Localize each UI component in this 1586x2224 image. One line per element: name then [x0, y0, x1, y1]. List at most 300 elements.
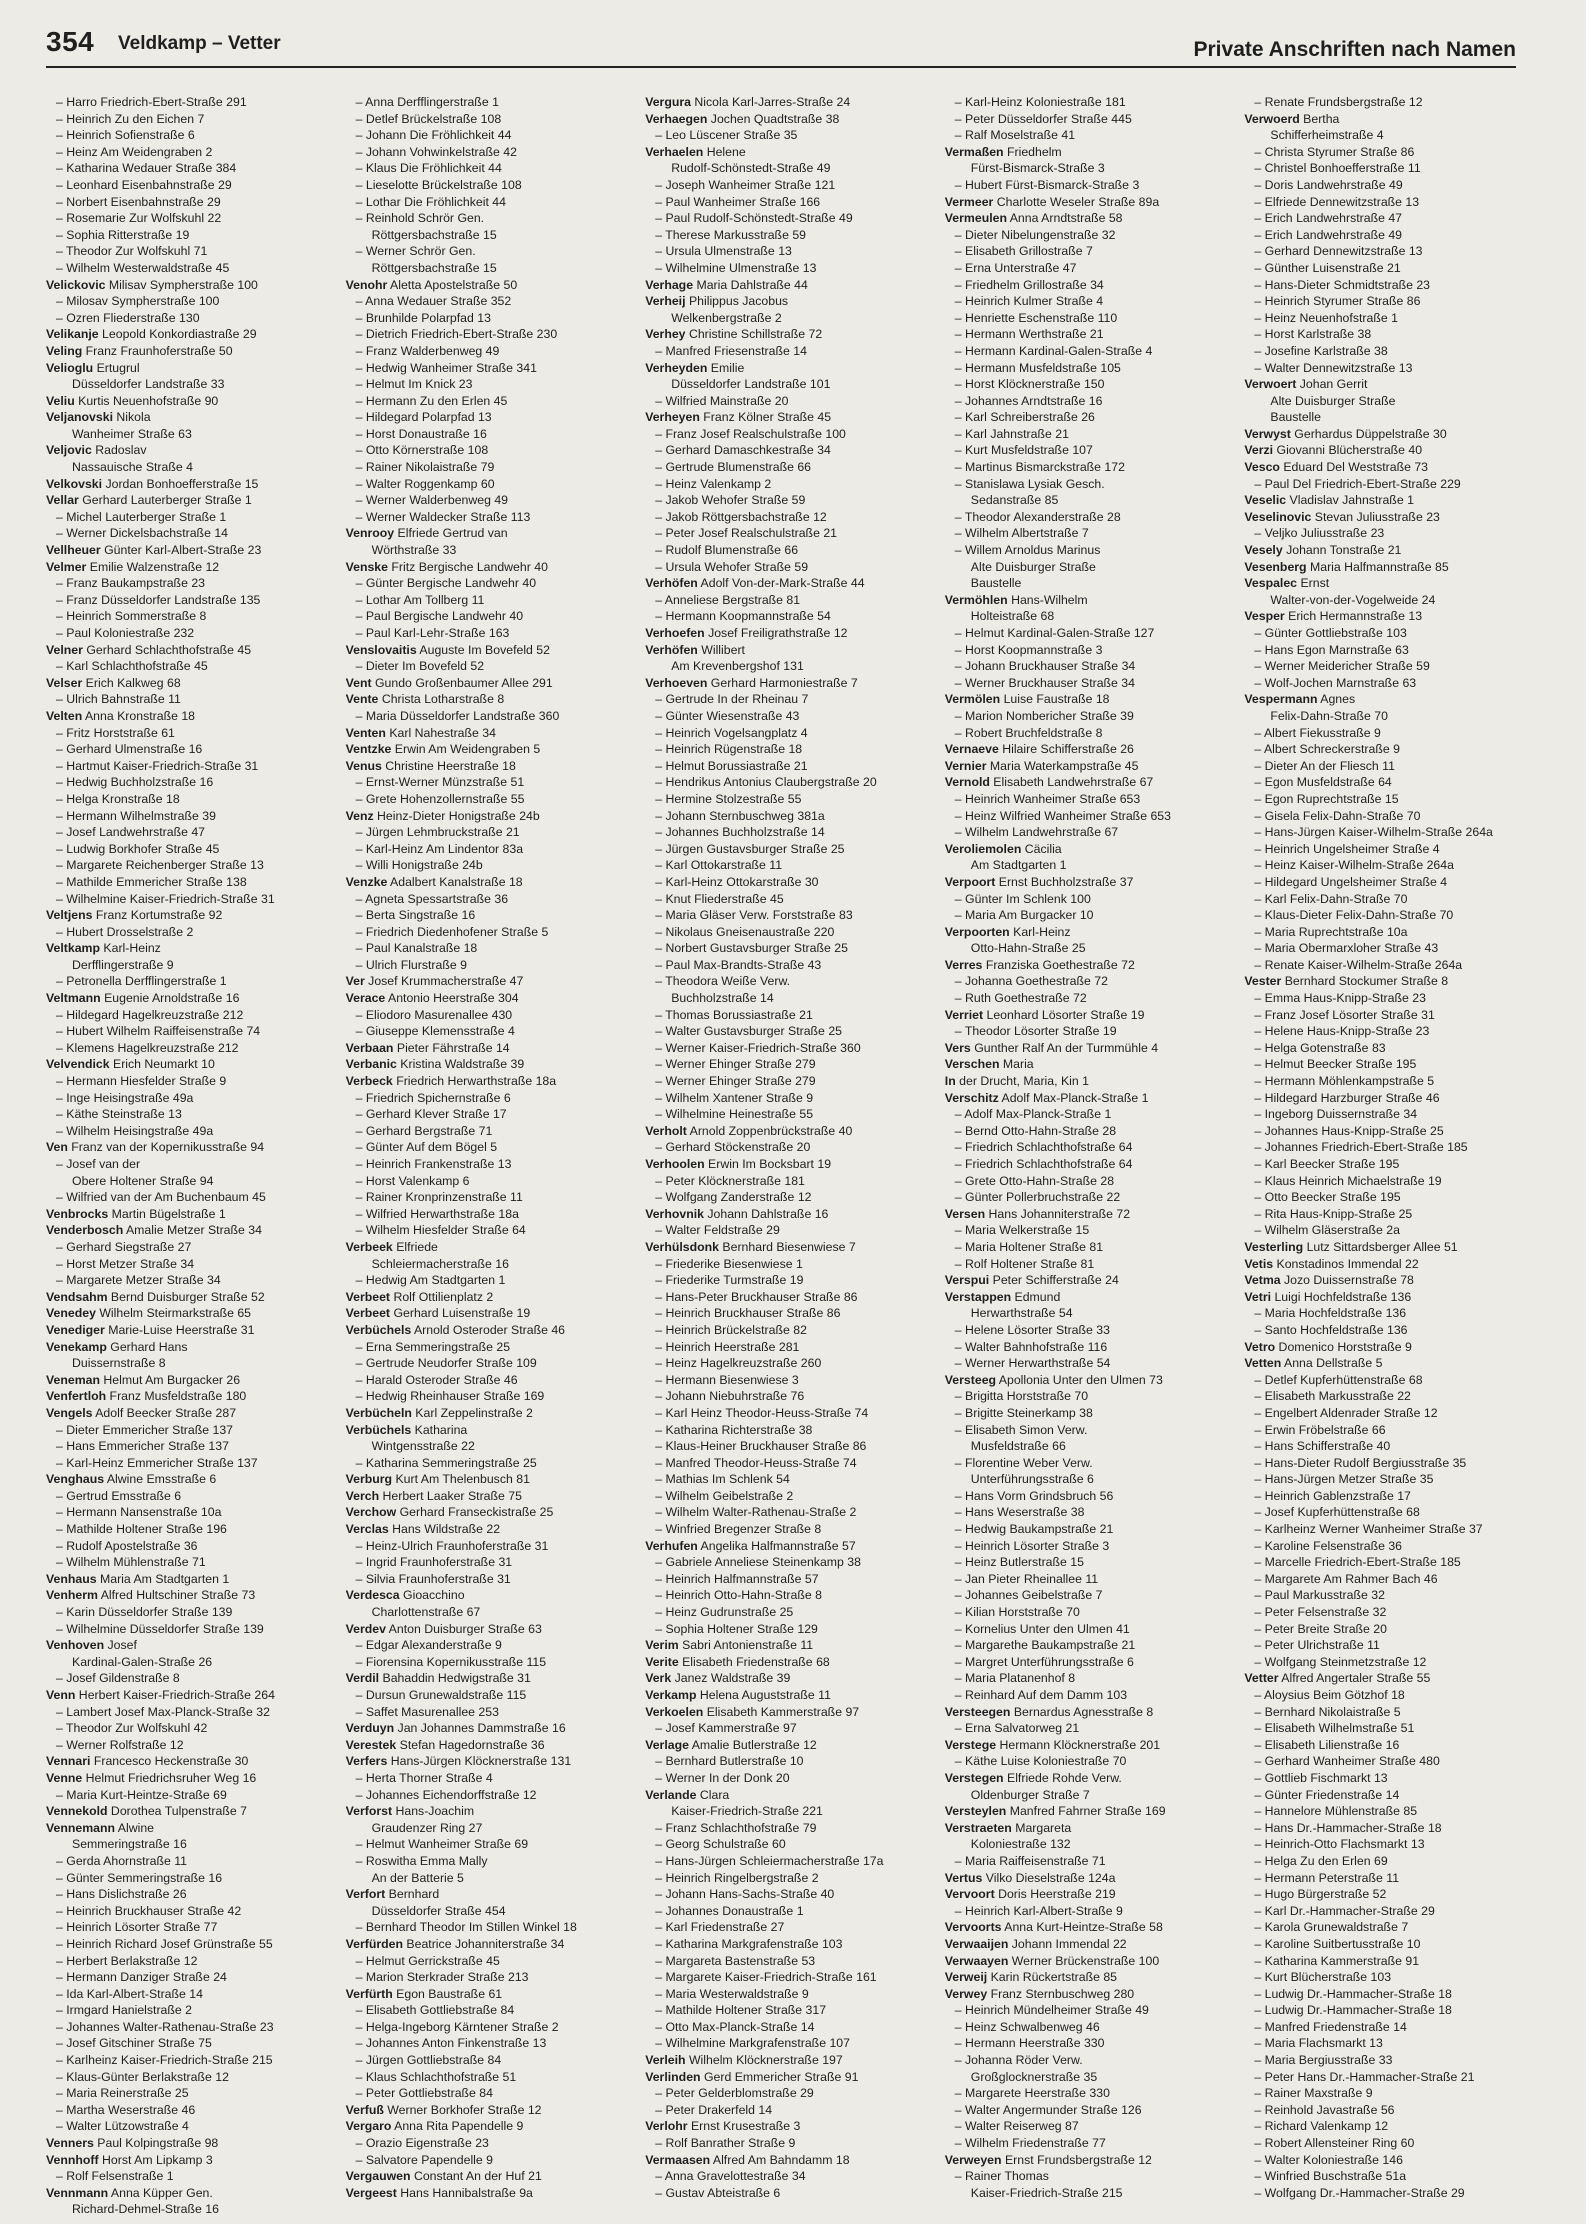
directory-entry: – Ludwig Borkhofer Straße 45: [56, 841, 220, 856]
directory-entry: – Karlheinz Werner Wanheimer Straße 37: [1254, 1522, 1483, 1537]
directory-entry: Verhovnik Johann Dahlstraße 16: [645, 1206, 829, 1221]
directory-entry: – Elfriede Dennewitzstraße 13: [1254, 194, 1420, 209]
directory-entry: Veneman Helmut Am Burgacker 26: [46, 1372, 241, 1387]
directory-entry: – Bernhard Nikolaistraße 5: [1254, 1704, 1401, 1719]
directory-entry: Venslovaitis Auguste Im Bovefeld 52: [345, 642, 550, 657]
directory-entry: – Martinus Bismarckstraße 172: [954, 460, 1125, 475]
directory-entry: Graudenzer Ring 27: [371, 1820, 483, 1835]
directory-entry: Verweyen Ernst Frundsbergstraße 12: [944, 2152, 1152, 2167]
directory-entry: Venten Karl Nahestraße 34: [345, 725, 496, 740]
directory-entry: – Egon Musfeldstraße 64: [1254, 775, 1392, 790]
directory-entry: – Willi Honigstraße 24b: [355, 858, 483, 873]
directory-entry: – Klaus-Heiner Bruckhauser Straße 86: [655, 1439, 867, 1454]
directory-entry: – Harro Friedrich-Ebert-Straße 291: [56, 95, 247, 109]
directory-entry: Vernier Maria Waterkampstraße 45: [944, 758, 1139, 773]
directory-entry: Vennekold Dorothea Tulpenstraße 7: [46, 1804, 247, 1819]
directory-entry: Verbüchels Arnold Osteroder Straße 46: [345, 1322, 566, 1337]
directory-entry: Vesco Eduard Del Weststraße 73: [1244, 460, 1429, 475]
directory-entry: – Margarete Heerstraße 330: [954, 2086, 1110, 2101]
directory-entry: Venohr Aletta Apostelstraße 50: [345, 277, 518, 292]
directory-entry: – Helmut Gerrickstraße 45: [355, 1953, 500, 1968]
directory-entry: – Karl Beecker Straße 195: [1254, 1157, 1400, 1171]
directory-entry: Venne Helmut Friedrichsruher Weg 16: [46, 1770, 257, 1785]
directory-entry: Verhoeven Gerhard Harmoniestraße 7: [645, 675, 858, 690]
directory-entry: Alte Duisburger Straße: [970, 559, 1096, 574]
directory-entry: Verhage Maria Dahlstraße 44: [645, 277, 808, 292]
directory-entry: – Maria Reinerstraße 25: [56, 2086, 189, 2101]
directory-entry: – Johannes Haus-Knipp-Straße 25: [1254, 1123, 1444, 1138]
directory-entry: – Sophia Ritterstraße 19: [56, 227, 190, 242]
directory-entry: Vennhoff Horst Am Lipkamp 3: [46, 2152, 213, 2167]
directory-entry: Verhülsdonk Bernhard Biesenwiese 7: [645, 1239, 856, 1254]
directory-entry: – Dieter Im Bovefeld 52: [355, 659, 485, 674]
directory-entry: Verschitz Adolf Max-Planck-Straße 1: [944, 1090, 1149, 1105]
directory-entry: – Heinrich Sofienstraße 6: [56, 128, 195, 143]
directory-entry: – Milosav Sympherstraße 100: [56, 294, 220, 309]
directory-entry: Otto-Hahn-Straße 25: [970, 941, 1086, 956]
directory-entry: – Hugo Bürgerstraße 52: [1254, 1887, 1387, 1902]
directory-entry: – Kurt Blücherstraße 103: [1254, 1970, 1392, 1985]
directory-entry: – Hartmut Kaiser-Friedrich-Straße 31: [56, 758, 259, 773]
directory-entry: Vernaeve Hilaire Schifferstraße 26: [944, 742, 1134, 757]
directory-entry: – Gertrud Emsstraße 6: [56, 1488, 182, 1503]
directory-entry: – Hans Emmericher Straße 137: [56, 1439, 229, 1454]
directory-entry: Vermaßen Friedhelm: [944, 144, 1062, 159]
directory-entry: – Gerhard Bergstraße 71: [355, 1123, 493, 1138]
directory-entry: – Aloysius Beim Götzhof 18: [1254, 1688, 1405, 1702]
directory-entry: Charlottenstraße 67: [371, 1605, 481, 1620]
directory-entry: – Hermann Kardinal-Galen-Straße 4: [954, 343, 1153, 358]
directory-entry: Venediger Marie-Luise Heerstraße 31: [46, 1322, 255, 1337]
directory-entry: – Ursula Ulmenstraße 13: [655, 244, 792, 259]
directory-entry: – Bernd Otto-Hahn-Straße 28: [954, 1123, 1117, 1138]
directory-entry: Vervoort Doris Heerstraße 219: [944, 1887, 1116, 1902]
directory-entry: Velner Gerhard Schlachthofstraße 45: [46, 642, 252, 657]
directory-entry: – Gerhard Stöckenstraße 20: [655, 1140, 811, 1155]
directory-entry: – Günter Bergische Landwehr 40: [355, 576, 537, 591]
directory-entry: Veling Franz Fraunhoferstraße 50: [46, 343, 233, 358]
directory-columns: [46, 94, 1536, 2217]
directory-entry: – Helene Haus-Knipp-Straße 23: [1254, 1024, 1430, 1039]
directory-entry: Verpoorten Karl-Heinz: [944, 924, 1071, 939]
directory-entry: Verch Herbert Laaker Straße 75: [345, 1488, 522, 1503]
directory-entry: – Roswitha Emma Mally: [355, 1853, 488, 1868]
directory-entry: – Günter Auf dem Bögel 5: [355, 1140, 498, 1155]
directory-entry: – Maria Holtener Straße 81: [954, 1239, 1104, 1254]
directory-entry: – Hermann Koopmannstraße 54: [655, 609, 831, 624]
directory-entry: – Albert Schreckerstraße 9: [1254, 742, 1400, 757]
directory-entry: Verwaaijen Johann Immendal 22: [944, 1936, 1127, 1951]
directory-entry: – Heinrich Richard Josef Grünstraße 55: [56, 1936, 273, 1951]
directory-entry: – Georg Schulstraße 60: [655, 1837, 786, 1852]
directory-entry: – Wolfgang Dr.-Hammacher-Straße 29: [1254, 2185, 1465, 2200]
directory-entry: Venzke Adalbert Kanalstraße 18: [345, 874, 523, 889]
directory-entry: – Otto Beecker Straße 195: [1254, 1190, 1401, 1205]
directory-entry: – Paul Bergische Landwehr 40: [355, 609, 524, 624]
directory-entry: – Hans Dr.-Hammacher-Straße 18: [1254, 1820, 1442, 1835]
directory-entry: – Hendrikus Antonius Claubergstraße 20: [655, 775, 877, 790]
directory-entry: – Santo Hochfeldstraße 136: [1254, 1322, 1408, 1337]
directory-entry: Verfort Bernhard: [345, 1887, 440, 1902]
directory-entry: – Helga-Ingeborg Kärntener Straße 2: [355, 2019, 559, 2034]
directory-entry: Verclas Hans Wildstraße 22: [345, 1522, 501, 1537]
directory-entry: – Wilhelmine Ulmenstraße 13: [655, 260, 817, 275]
directory-entry: – Ida Karl-Albert-Straße 14: [56, 1986, 203, 2001]
directory-entry: Veltmann Eugenie Arnoldstraße 16: [46, 991, 240, 1006]
directory-entry: – Hermann Hiesfelder Straße 9: [56, 1074, 227, 1089]
directory-entry: – Fiorensina Kopernikusstraße 115: [355, 1654, 547, 1669]
directory-entry: Verfers Hans-Jürgen Klöcknerstraße 131: [345, 1754, 572, 1769]
directory-entry: – Anna Wedauer Straße 352: [355, 294, 512, 309]
directory-entry: – Margret Unterführungsstraße 6: [954, 1654, 1134, 1669]
directory-entry: – Gottlieb Fischmarkt 13: [1254, 1770, 1388, 1785]
directory-entry: – Norbert Eisenbahnstraße 29: [56, 194, 221, 209]
directory-entry: – Heinz Hagelkreuzstraße 260: [655, 1356, 822, 1371]
directory-entry: Ventzke Erwin Am Weidengraben 5: [345, 742, 541, 757]
directory-entry: – Heinrich Halfmannstraße 57: [655, 1571, 819, 1586]
directory-entry: – Johannes Arndtstraße 16: [954, 393, 1103, 408]
directory-entry: – Mathias Im Schlenk 54: [655, 1472, 790, 1487]
directory-entry: – Johannes Anton Finkenstraße 13: [355, 2036, 547, 2051]
directory-entry: – Walter Koloniestraße 146: [1254, 2152, 1403, 2167]
directory-entry: – Maria Obermarxloher Straße 43: [1254, 941, 1439, 956]
directory-entry: – Marion Sterkrader Straße 213: [355, 1970, 529, 1985]
directory-entry: Verstappen Edmund: [944, 1289, 1061, 1304]
directory-entry: – Johannes Friedrich-Ebert-Straße 185: [1254, 1140, 1468, 1155]
directory-entry: – Dieter Emmericher Straße 137: [56, 1422, 234, 1437]
directory-entry: Obere Holtener Straße 94: [72, 1173, 214, 1188]
directory-entry: – Karl Schlachthofstraße 45: [56, 659, 208, 674]
directory-entry: – Hans-Dieter Rudolf Bergiusstraße 35: [1254, 1455, 1467, 1470]
directory-entry: – Hans Egon Marnstraße 63: [1254, 642, 1409, 657]
directory-entry: – Friederike Biesenwiese 1: [655, 1256, 803, 1271]
directory-entry: Verhey Christine Schillstraße 72: [645, 327, 823, 342]
directory-entry: – Ingrid Fraunhoferstraße 31: [355, 1555, 513, 1570]
directory-entry: Vermaasen Alfred Am Bahndamm 18: [645, 2152, 850, 2167]
directory-entry: – Leonhard Eisenbahnstraße 29: [56, 177, 232, 192]
directory-entry: Richard-Dehmel-Straße 16: [72, 2202, 219, 2217]
directory-entry: – Eliodoro Masurenallee 430: [355, 1007, 513, 1022]
directory-entry: – Marcelle Friedrich-Ebert-Straße 185: [1254, 1555, 1461, 1570]
directory-entry: – Hedwig Am Stadtgarten 1: [355, 1273, 506, 1288]
section-title: Private Anschriften nach Namen: [1193, 38, 1516, 61]
directory-entry: – Walter Feldstraße 29: [655, 1223, 780, 1238]
directory-entry: – Anna Derfflingerstraße 1: [355, 95, 499, 109]
directory-entry: – Maria Westerwaldstraße 9: [655, 1986, 809, 2001]
directory-entry: – Heinrich Mündelheimer Straße 49: [954, 2003, 1149, 2018]
directory-entry: – Karl Schreiberstraße 26: [954, 410, 1095, 425]
directory-entry: – Klaus-Dieter Felix-Dahn-Straße 70: [1254, 908, 1454, 923]
directory-entry: Vesely Johann Tonstraße 21: [1244, 543, 1402, 558]
directory-entry: Venn Herbert Kaiser-Friedrich-Straße 264: [46, 1688, 275, 1702]
directory-entry: Wintgensstraße 22: [371, 1439, 475, 1454]
directory-entry: – Katharina Semmeringstraße 25: [355, 1455, 537, 1470]
directory-entry: – Gerhard Klever Straße 17: [355, 1107, 507, 1122]
directory-entry: – Heinrich Ringelbergstraße 2: [655, 1870, 819, 1885]
directory-entry: – Silvia Fraunhoferstraße 31: [355, 1571, 511, 1586]
directory-entry: – Maria Ruprechtstraße 10a: [1254, 924, 1408, 939]
directory-entry: Kardinal-Galen-Straße 26: [72, 1654, 213, 1669]
directory-entry: – Harald Osteroder Straße 46: [355, 1372, 518, 1387]
directory-entry: Wörthstraße 33: [371, 543, 457, 558]
directory-entry: Vellar Gerhard Lauterberger Straße 1: [46, 493, 252, 508]
directory-entry: – Elisabeth Gottliebstraße 84: [355, 2003, 515, 2018]
directory-entry: – Giuseppe Klemensstraße 4: [355, 1024, 515, 1039]
directory-entry: – Karl-Heinz Emmericher Straße 137: [56, 1455, 258, 1470]
directory-entry: Vetis Konstadinos Immendal 22: [1244, 1256, 1419, 1271]
directory-entry: Alte Duisburger Straße: [1270, 393, 1396, 408]
directory-entry: – Maria Flachsmarkt 13: [1254, 2036, 1383, 2051]
directory-entry: – Dieter Nibelungenstraße 32: [954, 227, 1116, 242]
directory-entry: – Florentine Weber Verw.: [954, 1455, 1093, 1470]
directory-entry: Rudolf-Schönstedt-Straße 49: [671, 161, 831, 176]
directory-entry: – Klaus-Günter Berlakstraße 12: [56, 2069, 229, 2084]
page-number: 354: [46, 26, 95, 57]
directory-entry: – Johannes Eichendorffstraße 12: [355, 1787, 537, 1802]
directory-entry: – Hermann Werthstraße 21: [954, 327, 1104, 342]
directory-entry: Verstraeten Margareta: [944, 1820, 1072, 1835]
directory-entry: – Fritz Horststraße 61: [56, 725, 175, 740]
directory-entry: – Thomas Borussiastraße 21: [655, 1007, 813, 1022]
directory-entry: – Heinz Butlerstraße 15: [954, 1555, 1084, 1570]
directory-entry: – Albert Fiekusstraße 9: [1254, 725, 1381, 740]
directory-entry: – Peter Klöcknerstraße 181: [655, 1173, 805, 1188]
directory-entry: – Brunhilde Polarpfad 13: [355, 310, 491, 325]
directory-entry: – Horst Karlstraße 38: [1254, 327, 1372, 342]
directory-column-2: [346, 94, 638, 2204]
directory-entry: – Emma Haus-Knipp-Straße 23: [1254, 991, 1426, 1006]
directory-entry: – Hans-Jürgen Kaiser-Wilhelm-Straße 264a: [1254, 825, 1493, 840]
directory-entry: – Werner Kaiser-Friedrich-Straße 360: [655, 1040, 861, 1055]
directory-entry: – Walter Bahnhofstraße 116: [954, 1339, 1108, 1354]
directory-entry: Venners Paul Kolpingstraße 98: [46, 2136, 219, 2151]
directory-entry: – Paul Del Friedrich-Ebert-Straße 229: [1254, 476, 1461, 491]
directory-entry: – Bernhard Theodor Im Stillen Winkel 18: [355, 1920, 577, 1935]
directory-entry: – Inge Heisingstraße 49a: [56, 1090, 194, 1105]
directory-entry: Velser Erich Kalkweg 68: [46, 675, 181, 690]
directory-entry: – Paul Markusstraße 32: [1254, 1588, 1385, 1603]
directory-entry: Vesper Erich Hermannstraße 13: [1244, 609, 1423, 624]
directory-entry: Venske Fritz Bergische Landwehr 40: [345, 559, 548, 574]
directory-entry: – Jürgen Gottliebstraße 84: [355, 2053, 502, 2068]
directory-entry: – Sophia Holtener Straße 129: [655, 1621, 818, 1636]
directory-entry: – Johannes Walter-Rathenau-Straße 23: [56, 2019, 274, 2034]
directory-entry: Vervoorts Anna Kurt-Heintze-Straße 58: [944, 1920, 1163, 1935]
directory-entry: – Walter Lützowstraße 4: [56, 2119, 189, 2134]
directory-entry: Verhaegen Jochen Quadtstraße 38: [645, 111, 840, 126]
directory-entry: – Mathilde Holtener Straße 196: [56, 1522, 227, 1537]
directory-entry: Vertus Vilko Dieselstraße 124a: [944, 1870, 1116, 1885]
directory-entry: Röttgersbachstraße 15: [371, 227, 497, 242]
directory-entry: Ver Josef Krummacherstraße 47: [345, 974, 524, 989]
directory-entry: Venz Heinz-Dieter Honigstraße 24b: [345, 808, 540, 823]
directory-entry: – Johann Niebuhrstraße 76: [655, 1389, 805, 1404]
directory-entry: – Winfried Buschstraße 51a: [1254, 2169, 1407, 2184]
directory-entry: – Klemens Hagelkreuzstraße 212: [56, 1040, 239, 1055]
directory-entry: – Horst Donaustraße 16: [355, 426, 487, 441]
directory-entry: – Paul Koloniestraße 232: [56, 626, 195, 640]
directory-entry: Walter-von-der-Vogelweide 24: [1270, 592, 1436, 607]
directory-entry: Sedanstraße 85: [970, 493, 1059, 508]
directory-entry: – Rolf Banrather Straße 9: [655, 2136, 796, 2151]
directory-entry: – Josef Kammerstraße 97: [655, 1721, 797, 1736]
directory-entry: Am Krevenbergshof 131: [671, 659, 804, 674]
directory-entry: – Wilhelm Heisingstraße 49a: [56, 1123, 214, 1138]
directory-entry: – Hermine Stolzestraße 55: [655, 791, 802, 806]
directory-entry: – Rolf Felsenstraße 1: [56, 2169, 174, 2184]
directory-entry: – Norbert Gustavsburger Straße 25: [655, 941, 848, 956]
directory-entry: – Johanna Röder Verw.: [954, 2053, 1083, 2068]
directory-entry: – Helmut Im Knick 23: [355, 377, 473, 392]
directory-entry: Holteistraße 68: [970, 609, 1055, 624]
directory-entry: – Rainer Maxstraße 9: [1254, 2086, 1373, 2101]
directory-entry: – Paul Max-Brandts-Straße 43: [655, 957, 822, 972]
directory-entry: Verkamp Helena Auguststraße 11: [645, 1688, 831, 1702]
directory-entry: – Günter Im Schlenk 100: [954, 891, 1091, 906]
directory-entry: Verburg Kurt Am Thelenbusch 81: [345, 1472, 530, 1487]
directory-entry: Vernold Elisabeth Landwehrstraße 67: [944, 775, 1154, 790]
directory-entry: – Hubert Fürst-Bismarck-Straße 3: [954, 177, 1140, 192]
directory-entry: – Gustav Abteistraße 6: [655, 2185, 781, 2200]
directory-entry: Venghaus Alwine Emsstraße 6: [46, 1472, 217, 1487]
directory-entry: – Anna Gravelottestraße 34: [655, 2169, 806, 2184]
directory-entry: – Horst Klöcknerstraße 150: [954, 377, 1105, 392]
directory-entry: – Leo Lüscener Straße 35: [655, 128, 798, 143]
directory-entry: – Anneliese Bergstraße 81: [655, 592, 801, 607]
directory-entry: – Paul Karl-Lehr-Straße 163: [355, 626, 510, 640]
directory-entry: Verwoerd Bertha: [1244, 111, 1340, 126]
directory-entry: – Petronella Derfflingerstraße 1: [56, 974, 227, 989]
directory-entry: – Manfred Theodor-Heuss-Straße 74: [655, 1455, 857, 1470]
directory-entry: – Ludwig Dr.-Hammacher-Straße 18: [1254, 1986, 1452, 2001]
directory-entry: – Agneta Spessartstraße 36: [355, 891, 509, 906]
directory-entry: – Renate Frundsbergstraße 12: [1254, 95, 1423, 109]
directory-entry: – Werner Meidericher Straße 59: [1254, 659, 1430, 674]
directory-entry: – Werner Rolfstraße 12: [56, 1737, 184, 1752]
directory-entry: – Hermann Musfeldstraße 105: [954, 360, 1121, 375]
directory-entry: – Werner Ehinger Straße 279: [655, 1057, 816, 1072]
directory-entry: – Hubert Wilhelm Raiffeisenstraße 74: [56, 1024, 261, 1039]
directory-entry: – Karola Grunewaldstraße 7: [1254, 1920, 1409, 1935]
directory-entry: – Heinrich Karl-Albert-Straße 9: [954, 1903, 1123, 1918]
directory-entry: – Heinrich Vogelsangplatz 4: [655, 725, 808, 740]
directory-entry: – Horst Metzer Straße 34: [56, 1256, 195, 1271]
directory-entry: – Paul Wanheimer Straße 166: [655, 194, 821, 209]
directory-entry: – Maria Bergiusstraße 33: [1254, 2053, 1393, 2068]
directory-entry: Duissernstraße 8: [72, 1356, 166, 1371]
directory-entry: Verduyn Jan Johannes Dammstraße 16: [345, 1721, 566, 1736]
directory-entry: – Hildegard Ungelsheimer Straße 4: [1254, 874, 1448, 889]
directory-entry: – Johannes Buchholzstraße 14: [655, 825, 825, 840]
directory-entry: – Wilfried Herwarthstraße 18a: [355, 1206, 519, 1221]
directory-entry: – Elisabeth Lilienstraße 16: [1254, 1737, 1400, 1752]
directory-entry: – Hedwig Wanheimer Straße 341: [355, 360, 537, 375]
directory-entry: – Heinrich Otto-Hahn-Straße 8: [655, 1588, 822, 1603]
directory-entry: – Dursun Grunewaldstraße 115: [355, 1688, 527, 1702]
directory-entry: – Günter Semmeringstraße 16: [56, 1870, 223, 1885]
directory-entry: Vetma Jozo Duissernstraße 78: [1244, 1273, 1414, 1288]
directory-entry: Vente Christa Lotharstraße 8: [345, 692, 505, 707]
directory-entry: Verheyen Franz Kölner Straße 45: [645, 410, 832, 425]
directory-entry: – Heinrich Ungelsheimer Straße 4: [1254, 841, 1440, 856]
directory-entry: – Franz Düsseldorfer Landstraße 135: [56, 592, 261, 607]
directory-entry: – Maria Raiffeisenstraße 71: [954, 1853, 1106, 1868]
directory-entry: – Margareta Bastenstraße 53: [655, 1953, 816, 1968]
directory-entry: – Helga Gotenstraße 83: [1254, 1040, 1386, 1055]
directory-entry: – Nikolaus Gneisenaustraße 220: [655, 924, 835, 939]
directory-entry: – Bernhard Butlerstraße 10: [655, 1754, 804, 1769]
directory-entry: – Günther Luisenstraße 21: [1254, 260, 1401, 275]
directory-entry: Verschen Maria: [944, 1057, 1034, 1072]
directory-entry: – Katharina Markgrafenstraße 103: [655, 1936, 843, 1951]
directory-entry: – Jürgen Gustavsburger Straße 25: [655, 841, 845, 856]
directory-entry: – Josefine Karlstraße 38: [1254, 343, 1388, 358]
directory-entry: – Helmut Borussiastraße 21: [655, 758, 808, 773]
directory-entry: – Doris Landwehrstraße 49: [1254, 177, 1403, 192]
directory-entry: Velvendick Erich Neumarkt 10: [46, 1057, 215, 1072]
directory-entry: Verite Elisabeth Friedenstraße 68: [645, 1654, 830, 1669]
directory-entry: – Grete Otto-Hahn-Straße 28: [954, 1173, 1115, 1188]
directory-entry: Vers Gunther Ralf An der Turmmühle 4: [944, 1040, 1159, 1055]
directory-entry: – Hans-Jürgen Metzer Straße 35: [1254, 1472, 1434, 1487]
directory-entry: – Therese Markusstraße 59: [655, 227, 807, 242]
directory-entry: Verbaan Pieter Fährstraße 14: [345, 1040, 510, 1055]
directory-entry: – Katharina Richterstraße 38: [655, 1422, 813, 1437]
directory-entry: – Jakob Wehofer Straße 59: [655, 493, 806, 508]
directory-entry: – Grete Hohenzollernstraße 55: [355, 791, 525, 806]
directory-entry: Verhöfen Adolf Von-der-Mark-Straße 44: [645, 576, 865, 591]
directory-entry: – Lothar Die Fröhlichkeit 44: [355, 194, 506, 209]
directory-entry: – Karl-Heinz Am Lindentor 83a: [355, 841, 524, 856]
directory-entry: – Werner Ehinger Straße 279: [655, 1074, 816, 1089]
directory-entry: An der Batterie 5: [371, 1870, 464, 1885]
directory-entry: – Henriette Eschenstraße 110: [954, 310, 1118, 325]
directory-entry: – Wilhelm Walter-Rathenau-Straße 2: [655, 1505, 857, 1520]
directory-entry: – Hermann Heerstraße 330: [954, 2036, 1105, 2051]
directory-entry: Musfeldstraße 66: [970, 1439, 1066, 1454]
directory-entry: Baustelle: [970, 576, 1022, 591]
directory-entry: – Gerhard Damaschkestraße 34: [655, 443, 831, 458]
directory-entry: – Käthe Luise Koloniestraße 70: [954, 1754, 1127, 1769]
directory-entry: – Elisabeth Wilhelmstraße 51: [1254, 1721, 1415, 1736]
directory-entry: – Peter Gelderblomstraße 29: [655, 2086, 814, 2101]
directory-entry: Verbeet Rolf Ottilienplatz 2: [345, 1289, 494, 1304]
directory-column-3: [645, 94, 937, 2204]
directory-entry: – Salvatore Papendelle 9: [355, 2152, 494, 2167]
directory-entry: Vennemann Alwine: [46, 1820, 154, 1835]
directory-entry: – Jan Pieter Rheinallee 11: [954, 1571, 1099, 1586]
directory-entry: – Josef Gildenstraße 8: [56, 1671, 180, 1686]
directory-entry: – Gertrude Neudorfer Straße 109: [355, 1356, 537, 1371]
directory-entry: – Hermann Wilhelmstraße 39: [56, 808, 216, 823]
directory-entry: Röttgersbachstraße 15: [371, 260, 497, 275]
directory-entry: – Walter Reiserweg 87: [954, 2119, 1079, 2134]
directory-entry: – Hans Vorm Grindsbruch 56: [954, 1488, 1114, 1503]
directory-entry: – Wilhelmine Heinestraße 55: [655, 1107, 814, 1122]
directory-entry: – Detlef Brückelstraße 108: [355, 111, 502, 126]
directory-entry: – Joseph Wanheimer Straße 121: [655, 177, 836, 192]
directory-entry: – Erich Landwehrstraße 47: [1254, 211, 1403, 226]
directory-entry: – Rudolf Apostelstraße 36: [56, 1538, 198, 1553]
directory-entry: – Katharina Wedauer Straße 384: [56, 161, 237, 176]
directory-entry: – Dietrich Friedrich-Ebert-Straße 230: [355, 327, 558, 342]
directory-entry: – Heinrich Wanheimer Straße 653: [954, 791, 1141, 806]
directory-entry: – Heinz Wilfried Wanheimer Straße 653: [954, 808, 1171, 823]
directory-entry: – Margarete Reichenberger Straße 13: [56, 858, 264, 873]
directory-entry: – Herta Thorner Straße 4: [355, 1770, 493, 1785]
directory-entry: Veselic Vladislav Jahnstraße 1: [1244, 493, 1414, 508]
directory-entry: – Karl-Heinz Ottokarstraße 30: [655, 874, 819, 889]
